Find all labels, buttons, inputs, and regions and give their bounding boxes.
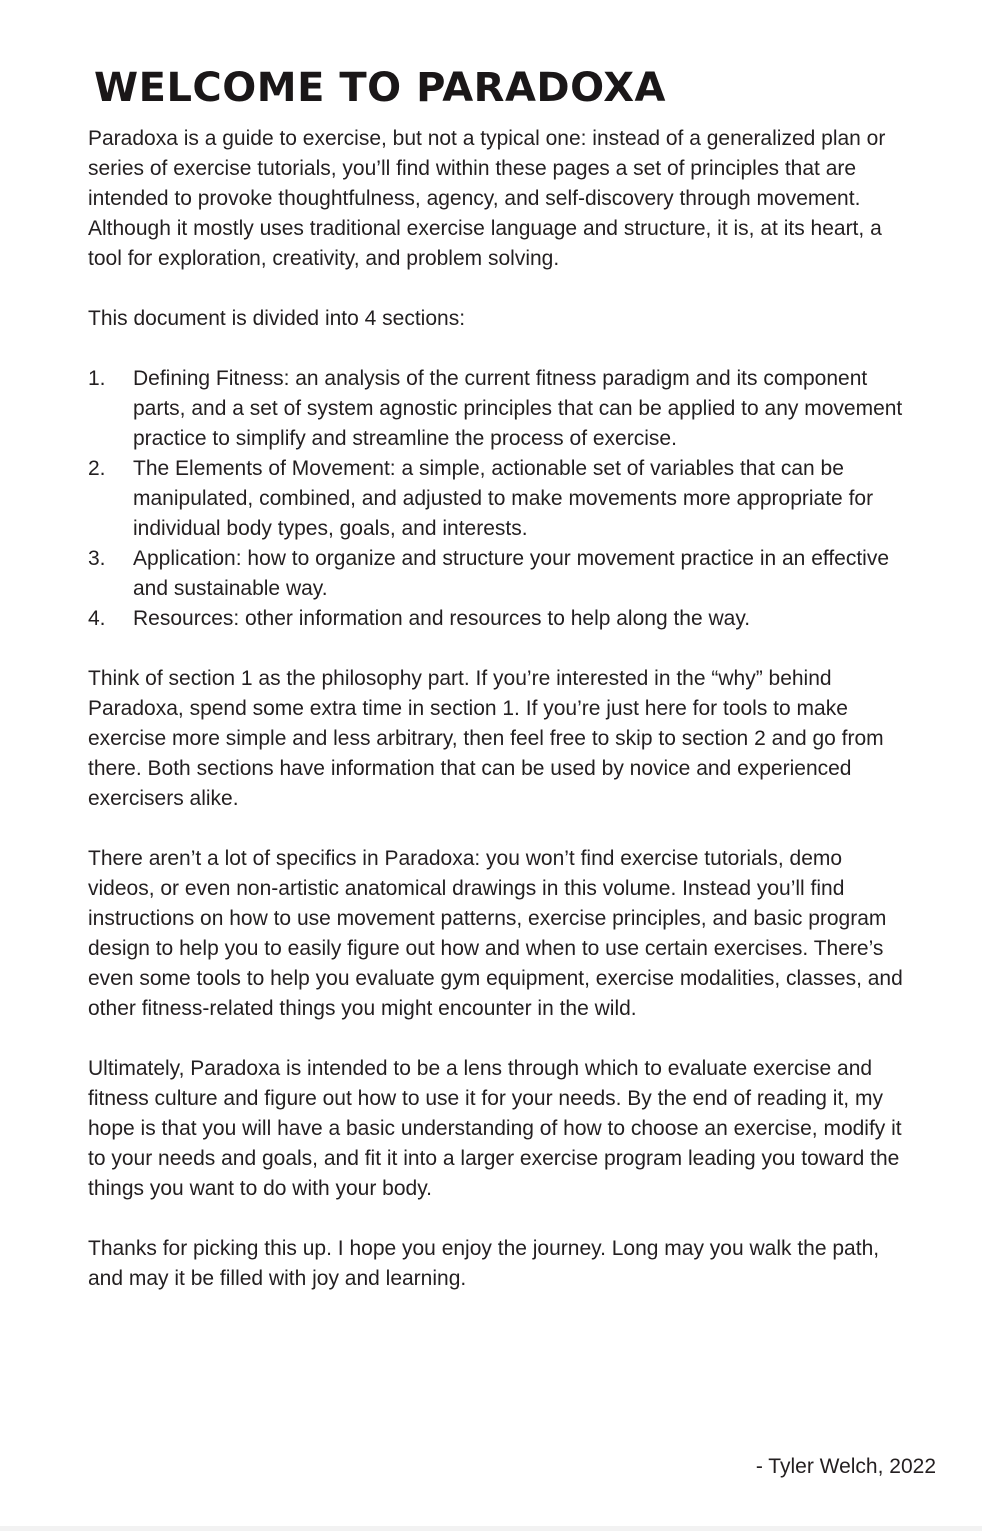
list-item-text: Defining Fitness: an analysis of the current fitness paradigm and its component parts, and a set of system agnostic principles that can be applied to any movement practice to simplify and streamline the process of exercise. (133, 367, 903, 450)
list-item (88, 454, 908, 544)
list-item-text: Resources: other information and resources to help along the way. (133, 607, 751, 630)
list-item-number: 3. (88, 547, 106, 570)
list-item-text: The Elements of Movement: a simple, actionable set of variables that can be manipulated, combined, and adjusted to make movements more appropriate for individual body types, goals, and interests. (133, 457, 874, 540)
intro-paragraph: Paradoxa is a guide to exercise, but not a typical one: instead of a generalized plan or series of exercise tutorials, you’ll find within these pages a set of principles that are intended to provoke thoughtfulness, agency, and self-discovery through movement. Although it mostly uses traditional exercise language and structure, it is, at its heart, a tool for exploration, creativity, and problem solving. (88, 127, 886, 270)
list-item-text: Application: how to organize and structure your movement practice in an effective and sustainable way. (133, 547, 890, 600)
specifics-paragraph: There aren’t a lot of specifics in Paradoxa: you won’t find exercise tutorials, demo videos, or even non-artistic anatomical drawings in this volume. Instead you’ll find instructions on how to use movement patterns, exercise principles, and basic program design to help you to easily figure out how and when to use certain exercises. There’s even some tools to help you evaluate gym equipment, exercise modalities, classes, and other fitness-related things you might encounter in the wild. (88, 847, 903, 1020)
document-body (88, 124, 908, 1324)
thanks-paragraph: Thanks for picking this up. I hope you enjoy the journey. Long may you walk the path, and may it be filled with joy and learning. (88, 1237, 880, 1290)
list-item-number: 2. (88, 457, 106, 480)
list-item (88, 544, 908, 604)
list-item-number: 1. (88, 367, 106, 390)
page-bottom-divider (0, 1526, 982, 1531)
sections-list (88, 364, 908, 634)
list-item-number: 4. (88, 607, 106, 630)
list-item (88, 364, 908, 454)
author-signature: - Tyler Welch, 2022 (755, 1455, 936, 1478)
sections-guide-paragraph: Think of section 1 as the philosophy part. If you’re interested in the “why” behind Paradoxa, spend some extra time in section 1. If you’re just here for tools to make exercise more simple and less arbitrary, then feel free to skip to section 2 and go from there. Both sections have information that can be used by novice and experienced exercisers alike. (88, 667, 884, 810)
sections-intro: This document is divided into 4 sections: (88, 307, 466, 330)
page-title: WELCOME TO PARADOXA (94, 65, 666, 111)
purpose-paragraph: Ultimately, Paradoxa is intended to be a lens through which to evaluate exercise and fitness culture and figure out how to use it for your needs. By the end of reading it, my hope is that you will have a basic understanding of how to choose an exercise, modify it to your needs and goals, and fit it into a larger exercise program leading you toward the things you want to do with your body. (88, 1057, 902, 1200)
list-item (88, 604, 908, 634)
